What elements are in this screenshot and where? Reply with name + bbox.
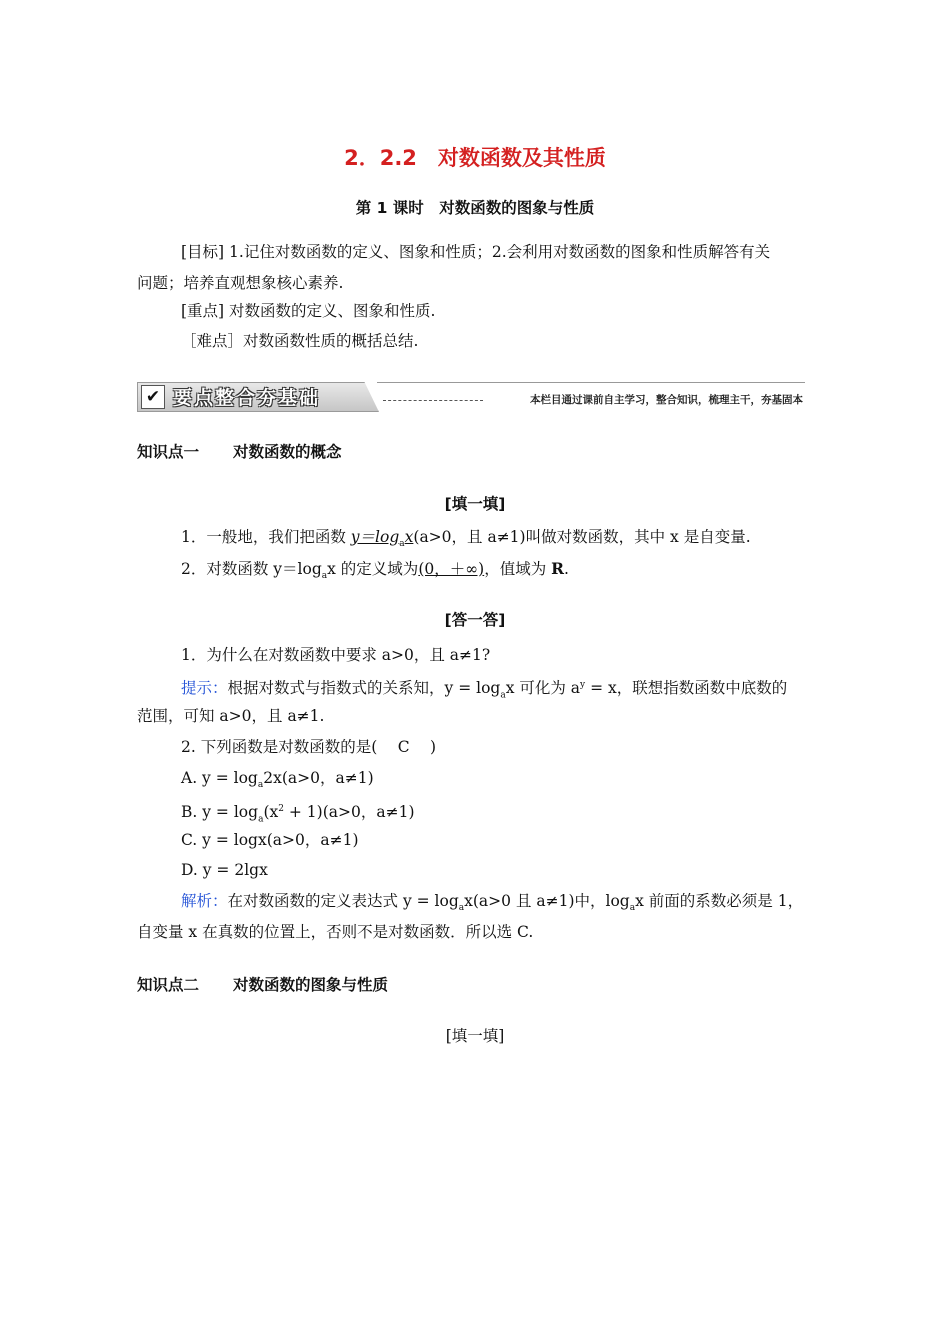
- section2-heading: [137, 973, 388, 995]
- section1-fill-header: [填一填]: [444, 495, 506, 513]
- fill-2-mid: x 的定义域为: [327, 560, 419, 578]
- question-1: 1．为什么在对数函数中要求 a>0，且 a≠1?: [181, 646, 491, 664]
- option-b-mid: (x: [263, 803, 279, 822]
- fill-1-x: x: [404, 528, 414, 546]
- analysis-text-c: x 前面的系数必须是 1，: [635, 892, 804, 910]
- key-points: [137, 296, 817, 327]
- page-title: 2．2.2 对数函数及其性质: [344, 146, 606, 170]
- option-b-sub: a: [258, 814, 264, 825]
- hint-label: 提示：: [181, 679, 228, 698]
- fill-2-range-text: ，值域为: [484, 560, 552, 578]
- fill-1-func: y＝log: [350, 528, 400, 546]
- fill-1-prefix: 1．一般地，我们把函数: [181, 528, 351, 546]
- option-a-sub: a: [257, 780, 264, 791]
- option-b-text: B. y = log: [181, 803, 259, 822]
- fill-2-prefix: 2．对数函数 y＝log: [181, 560, 322, 578]
- section2-fill-header: [填一填]: [445, 1027, 505, 1045]
- hint-paragraph-cont: 范围，可知 a>0，且 a≠1.: [137, 707, 325, 725]
- option-c: C. y = logx(a>0，a≠1): [181, 831, 359, 849]
- analysis-label: 解析：: [181, 892, 228, 910]
- goals-paragraph: [137, 237, 817, 268]
- difficulty-points: [137, 326, 817, 357]
- target-text-line2: 问题；培养直观想象核心素养.: [137, 274, 344, 292]
- option-a-text: A. y = log: [181, 769, 258, 787]
- banner-dash: [383, 400, 483, 401]
- page-subtitle: 第 1 课时 对数函数的图象与性质: [355, 199, 595, 217]
- option-b-sup: 2: [278, 804, 284, 814]
- question-2: 2. 下列函数是对数函数的是( C ): [181, 738, 437, 756]
- section2-label: 知识点二: [137, 976, 200, 994]
- banner-note: 本栏目通过课前自主学习，整合知识，梳理主干，夯基固本: [530, 394, 803, 406]
- goals-paragraph-cont: [137, 268, 817, 299]
- option-a-post: 2x(a>0，a≠1): [263, 769, 374, 787]
- hint-sup: y: [580, 680, 586, 690]
- hint-sub: a: [500, 690, 506, 701]
- analysis-text-a: 在对数函数的定义表达式 y = log: [227, 892, 459, 910]
- difficulty-text: 对数函数性质的概括总结.: [243, 332, 419, 350]
- analysis-text-b: x(a>0 且 a≠1)中，log: [464, 892, 630, 910]
- fill-2-end: .: [564, 560, 569, 578]
- option-d: D. y = 2lgx: [181, 861, 268, 879]
- fill-1-answer: [350, 528, 414, 550]
- fill-2-domain: (0，＋∞): [418, 560, 485, 578]
- target-text-line1: 1.记住对数函数的定义、图象和性质；2.会利用对数函数的图象和性质解答有关: [224, 243, 771, 261]
- analysis-sub-2: a: [629, 903, 636, 914]
- analysis-paragraph-cont: 自变量 x 在真数的位置上，否则不是对数函数．所以选 C.: [137, 923, 534, 941]
- hint-text-c: = x，联想指数函数中底数的: [585, 679, 788, 698]
- target-label: [目标]: [181, 243, 225, 261]
- section1-label: 知识点一: [137, 443, 200, 461]
- option-b-post: + 1)(a>0，a≠1): [283, 803, 415, 822]
- banner-rule: [377, 382, 805, 383]
- fill-item-2: [137, 553, 817, 592]
- key-label: [重点]: [181, 302, 225, 320]
- section1-heading: [137, 440, 342, 462]
- section1-title: 对数函数的概念: [233, 443, 342, 461]
- banner-title: 要点整合夯基础: [173, 387, 321, 409]
- section-banner: [137, 382, 805, 412]
- fill-2-range: R: [551, 559, 565, 578]
- fill-2-sub: a: [321, 571, 328, 582]
- analysis-sub-1: a: [458, 903, 465, 914]
- section2-title: 对数函数的图象与性质: [233, 976, 389, 994]
- key-text: 对数函数的定义、图象和性质.: [224, 302, 436, 320]
- difficulty-label: ［难点］: [181, 332, 244, 350]
- hint-text-a: 根据对数式与指数式的关系知，y = log: [227, 679, 501, 698]
- section1-answer-header: [答一答]: [444, 611, 506, 629]
- fill-1-sub: a: [399, 539, 405, 550]
- hint-text-b: x 可化为 a: [505, 679, 581, 698]
- checkmark-icon: ✔: [141, 385, 165, 409]
- fill-1-suffix: (a>0，且 a≠1)叫做对数函数，其中 x 是自变量.: [413, 528, 751, 546]
